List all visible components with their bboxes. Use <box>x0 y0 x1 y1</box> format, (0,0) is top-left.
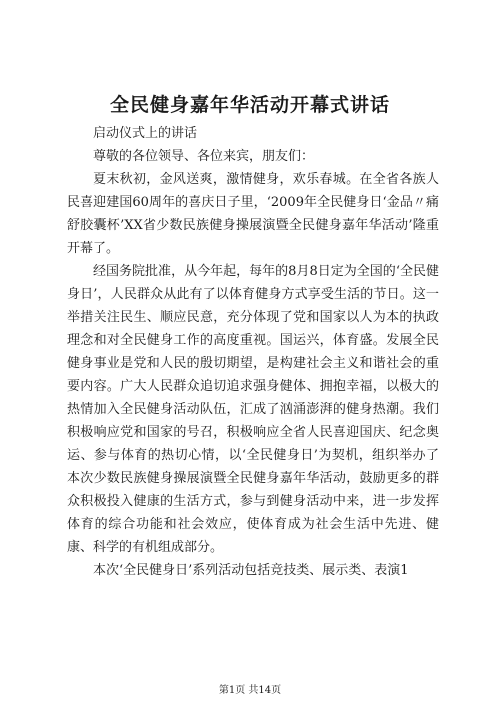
body-paragraph: 经国务院批准，从今年起，每年的8月8日定为全国的‘全民健身日’，人民群众从此有了以体育健身方式享受生活的节日。这一举措关注民生、顺应民意，充分体现了党和国家以人为本的执政理念和对全民健身工作的高度重视。国运兴，体育盛。发展全民健身事业是党和人民的殷切期望，是构建社会主义和谐社会的重要内容。广大人民群众追切追求强身健体、拥抱幸福，以极大的热情加入全民健身活动队伍，汇成了汹涌澎湃的健身热潮。我们积极响应党和国家的号召，积极响应全省人民喜迎国庆、纪念奥运、参与体育的热切心情，以‘全民健身日’为契机，组织举办了本次少数民族健身操展演暨全民健身嘉年华活动，鼓励更多的群众积极投入健康的生活方式，参与到健身活动中来，进一步发挥体育的综合功能和社会效应，使体育成为社会生活中先进、健康、科学的有机组成部分。 <box>67 264 439 555</box>
body-paragraph: 本次‘全民健身日’系列活动包括竞技类、展示类、表演1 <box>93 563 409 578</box>
document-body <box>67 122 439 582</box>
page-number-footer: 第1页 共14页 <box>218 685 282 696</box>
subtitle-paragraph: 启动仪式上的讲话 <box>93 126 198 141</box>
salutation-paragraph: 尊敬的各位领导、各位来宾，朋友们： <box>93 149 315 164</box>
body-paragraph: 夏末秋初，金风送爽，激情健身，欢乐春城。在全省各族人民喜迎建国60周年的喜庆日子里，‘2009年全民健身日‘金品〃痛舒胶囊杯’XX省少数民族健身操展演暨全民健身嘉年华活动’隆重开幕了。 <box>67 172 439 256</box>
document-title: 全民健身嘉年华活动开幕式讲话 <box>109 94 390 116</box>
